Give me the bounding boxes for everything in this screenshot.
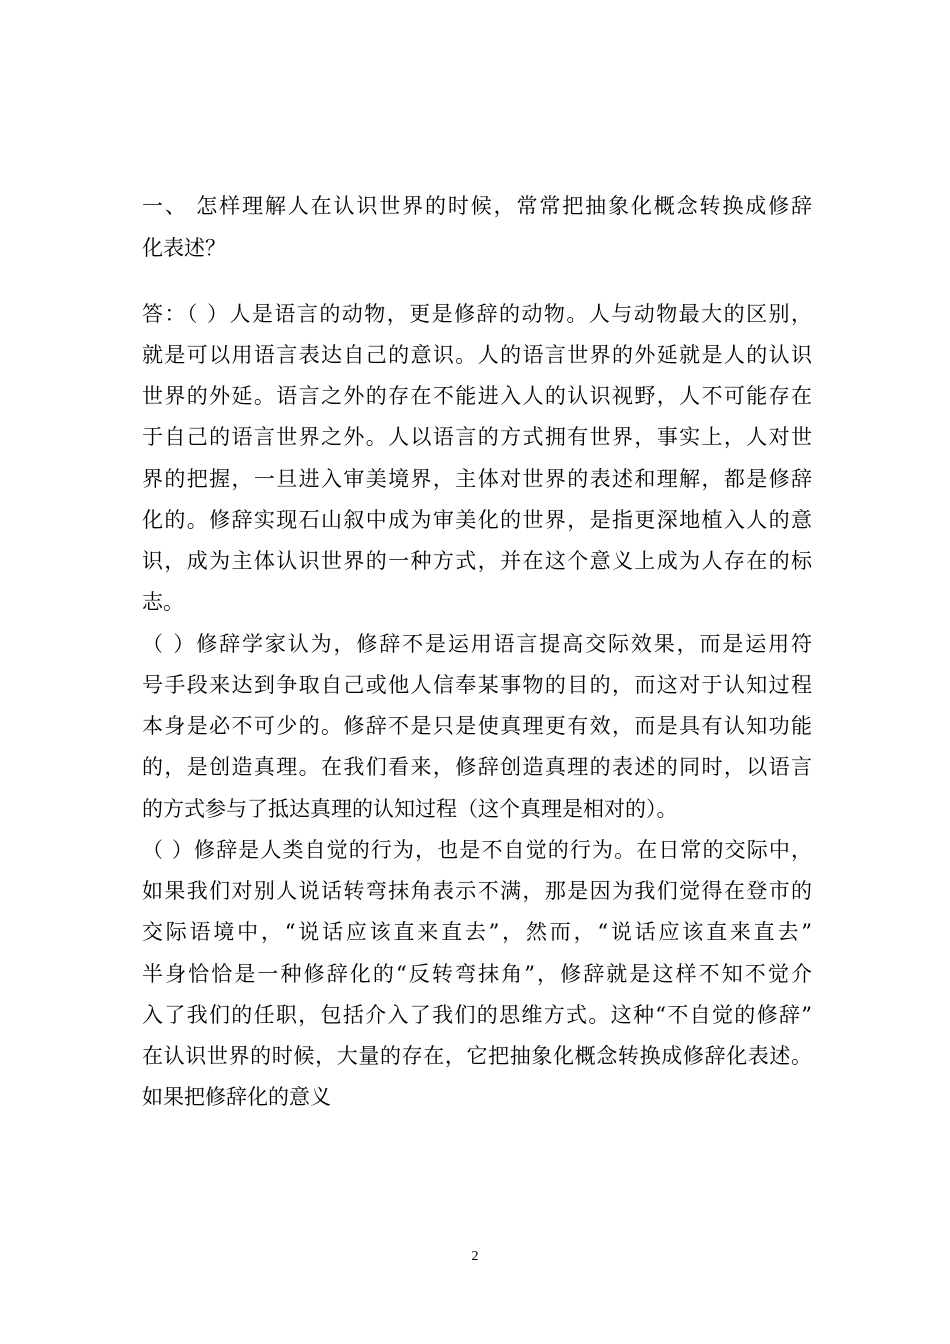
answer-p3-line-3: 交际语境中，“说话应该直来直去”，然而，“说话应该直来直去”	[142, 920, 812, 944]
answer-p3-line-1: （ ）修辞是人类自觉的行为，也是不自觉的行为。在日常的交际中，	[142, 838, 812, 862]
question-line-2: 化表述？	[142, 236, 226, 260]
answer-p1-line-6: 化的。修辞实现石山叙中成为审美化的世界，是指更深地植入人的意	[142, 508, 812, 532]
answer-p1-line-7: 识，成为主体认识世界的一种方式，并在这个意义上成为人存在的标	[142, 549, 812, 573]
answer-p2-line-2: 号手段来达到争取自己或他人信奉某事物的目的，而这对于认知过程	[142, 673, 812, 697]
answer-p3-line-2: 如果我们对别人说话转弯抹角表示不满，那是因为我们觉得在登市的	[142, 879, 812, 903]
answer-p2-line-1: （ ）修辞学家认为，修辞不是运用语言提高交际效果，而是运用符	[142, 632, 812, 656]
answer-p3-line-6: 在认识世界的时候，大量的存在，它把抽象化概念转换成修辞化表述。	[142, 1044, 812, 1068]
answer-p3-line-4: 半身恰恰是一种修辞化的“反转弯抹角”，修辞就是这样不知不觉介	[142, 962, 812, 986]
answer-p1-line-2: 就是可以用语言表达自己的意识。人的语言世界的外延就是人的认识	[142, 343, 812, 367]
answer-p1-line-4: 于自己的语言世界之外。人以语言的方式拥有世界，事实上，人对世	[142, 425, 812, 449]
question-line-1: 一、 怎样理解人在认识世界的时候，常常把抽象化概念转换成修辞	[142, 194, 812, 218]
answer-p3-line-5: 入了我们的任职，包括介入了我们的思维方式。这种“不自觉的修辞”	[142, 1003, 812, 1027]
page-number: 2	[471, 1249, 479, 1264]
answer-p2-line-4: 的，是创造真理。在我们看来，修辞创造真理的表述的同时，以语言	[142, 755, 812, 779]
answer-p2-line-5: 的方式参与了抵达真理的认知过程（这个真理是相对的）。	[142, 797, 678, 821]
answer-p2-line-3: 本身是必不可少的。修辞不是只是使真理更有效，而是具有认知功能	[142, 714, 812, 738]
answer-p1-line-8: 志。	[142, 590, 184, 614]
answer-p1-line-5: 界的把握，一旦进入审美境界，主体对世界的表述和理解，都是修辞	[142, 467, 812, 491]
answer-p1-line-1: 答：（ ）人是语言的动物，更是修辞的动物。人与动物最大的区别，	[142, 302, 812, 326]
answer-p3-line-7: 如果把修辞化的意义	[142, 1085, 331, 1109]
answer-p1-line-3: 世界的外延。语言之外的存在不能进入人的认识视野，人不可能存在	[142, 384, 812, 408]
